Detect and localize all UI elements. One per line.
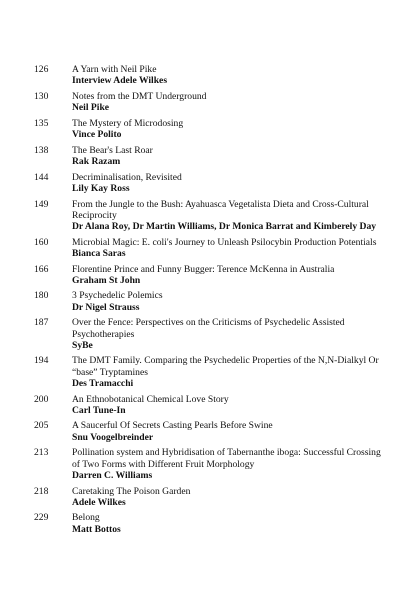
article-title: Over the Fence: Perspectives on the Criticisms of Psychedelic Assisted Psychotherapies xyxy=(72,317,345,340)
page-number: 160 xyxy=(34,236,49,248)
article-title: Microbial Magic: E. coli's Journey to Unleash Psilocybin Production Potentials xyxy=(72,236,377,248)
entry-body xyxy=(72,118,386,140)
article-title: Decriminalisation, Revisited xyxy=(72,171,182,183)
page-number: 144 xyxy=(34,171,49,183)
article-title: The Bear's Last Roar xyxy=(72,144,153,156)
page-number: 229 xyxy=(34,512,49,524)
article-author: Rak Razam xyxy=(72,155,121,167)
article-author: Carl Tune-In xyxy=(72,404,126,416)
page-number: 218 xyxy=(34,485,49,497)
article-title: Pollination system and Hybridisation of Tabernanthe iboga: Successful Crossing of Two Forms with Different Fruit Morphology xyxy=(72,447,381,470)
entry-body xyxy=(72,91,386,113)
entry-body xyxy=(72,172,386,194)
entry-body xyxy=(72,486,386,508)
toc-entry xyxy=(34,447,386,481)
toc-entry xyxy=(34,290,386,312)
entry-body xyxy=(72,145,386,167)
toc-entry xyxy=(34,199,386,233)
article-title: A Yarn with Neil Pike xyxy=(72,64,157,75)
entry-body xyxy=(72,290,386,312)
toc-entry xyxy=(34,118,386,140)
entry-body xyxy=(72,512,386,534)
article-title: 3 Psychedelic Polemics xyxy=(72,290,163,302)
article-author: Dr Nigel Strauss xyxy=(72,301,140,313)
entry-body xyxy=(72,355,386,389)
page-number: 187 xyxy=(34,317,49,329)
article-title: Florentine Prince and Funny Bugger: Terence McKenna in Australia xyxy=(72,263,335,275)
article-author: Graham St John xyxy=(72,274,141,286)
entry-body xyxy=(72,420,386,442)
page-number: 126 xyxy=(34,64,49,75)
article-author: Dr Alana Roy, Dr Martin Williams, Dr Monica Barrat and Kimberely Day xyxy=(72,220,377,232)
article-author: Adele Wilkes xyxy=(72,496,126,508)
page-number: 213 xyxy=(34,447,49,459)
entry-body xyxy=(72,264,386,286)
entry-body xyxy=(72,199,386,233)
page-number: 138 xyxy=(34,144,49,156)
page-number: 194 xyxy=(34,355,49,367)
entry-body xyxy=(72,64,386,86)
toc-entry xyxy=(34,145,386,167)
article-author: Bianca Saras xyxy=(72,247,126,259)
toc-entry xyxy=(34,420,386,442)
page-number: 180 xyxy=(34,290,49,302)
article-title: From the Jungle to the Bush: Ayahuasca Vegetalista Dieta and Cross-Cultural Reciprocity xyxy=(72,198,369,221)
article-title: Belong xyxy=(72,512,100,524)
entry-body xyxy=(72,394,386,416)
article-author: Vince Polito xyxy=(72,129,122,141)
article-title: Caretaking The Poison Garden xyxy=(72,485,191,497)
article-title: An Ethnobotanical Chemical Love Story xyxy=(72,393,229,405)
toc-entry xyxy=(34,486,386,508)
toc-entry xyxy=(34,355,386,389)
entry-body xyxy=(72,237,386,259)
article-author: Interview Adele Wilkes xyxy=(72,75,168,87)
toc-entry xyxy=(34,64,386,86)
toc-entry xyxy=(34,172,386,194)
toc-entry xyxy=(34,91,386,113)
toc-entry xyxy=(34,264,386,286)
entry-body xyxy=(72,447,386,481)
article-author: Snu Voogelbreinder xyxy=(72,431,154,443)
article-author: Darren C. Williams xyxy=(72,469,153,481)
page-number: 135 xyxy=(34,117,49,129)
article-author: Lily Kay Ross xyxy=(72,182,130,194)
article-title: Notes from the DMT Underground xyxy=(72,90,207,102)
page-number: 200 xyxy=(34,393,49,405)
article-title: A Saucerful Of Secrets Casting Pearls Before Swine xyxy=(72,420,273,432)
page-number: 166 xyxy=(34,263,49,275)
toc-entry xyxy=(34,512,386,534)
toc-entry xyxy=(34,237,386,259)
article-author: SyBe xyxy=(72,339,93,351)
toc-entry xyxy=(34,317,386,351)
page-number: 149 xyxy=(34,198,49,210)
page-number: 205 xyxy=(34,420,49,432)
article-author: Des Tramacchi xyxy=(72,377,134,389)
toc-entry xyxy=(34,394,386,416)
article-title: The Mystery of Microdosing xyxy=(72,117,184,129)
article-author: Neil Pike xyxy=(72,102,110,114)
page-number: 130 xyxy=(34,90,49,102)
entry-body xyxy=(72,317,386,351)
table-of-contents xyxy=(34,64,386,539)
article-title: The DMT Family. Comparing the Psychedelic Properties of the N,N-Dialkyl Or “base” Tryptamines xyxy=(72,355,379,378)
article-author: Matt Bottos xyxy=(72,523,121,535)
